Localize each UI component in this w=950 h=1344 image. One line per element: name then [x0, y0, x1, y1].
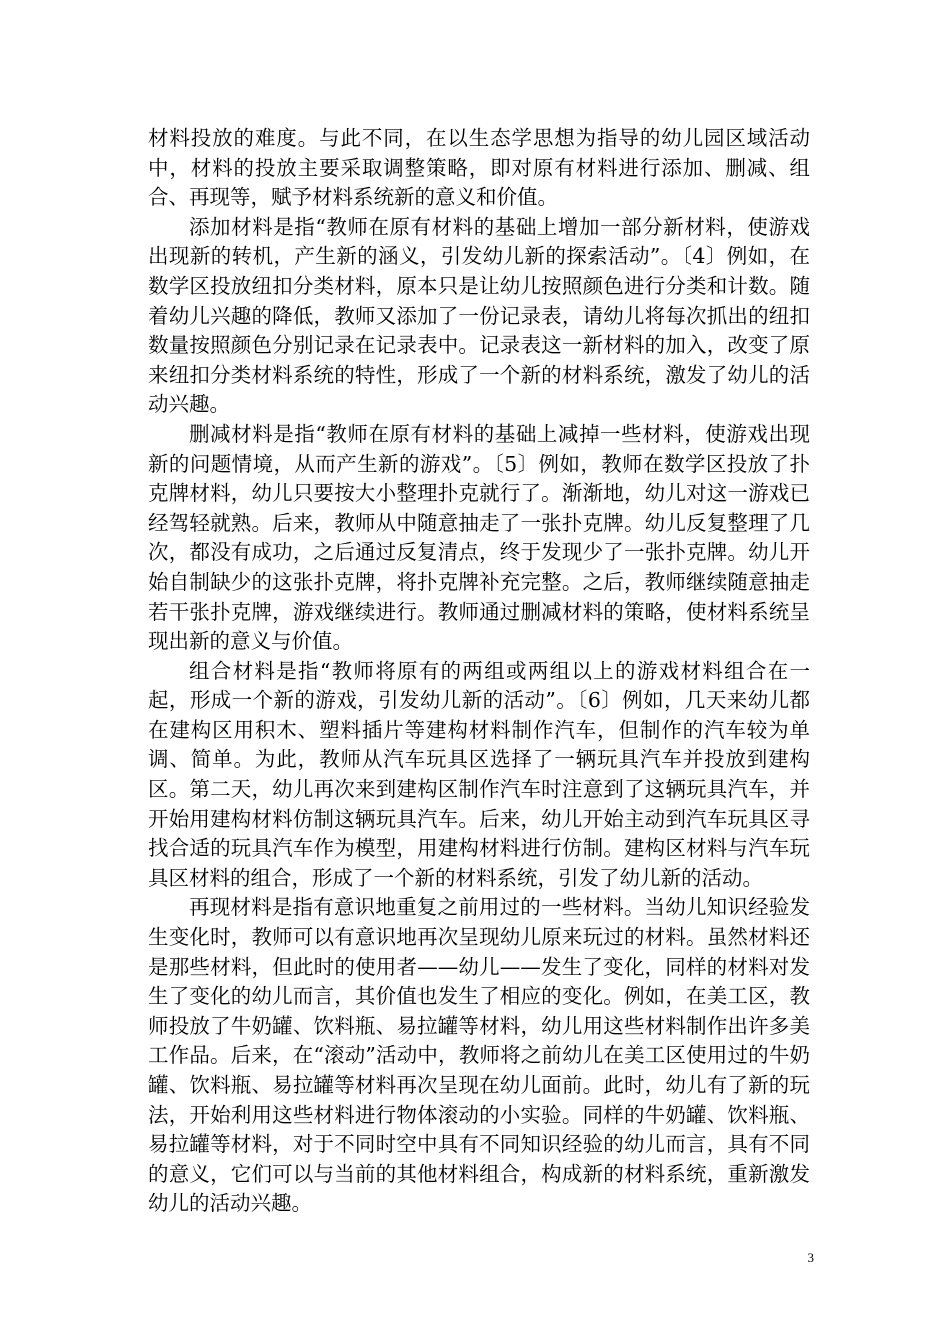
- document-body: [148, 124, 810, 1219]
- paragraph-reusing-materials: 再现材料是指有意识地重复之前用过的一些材料。当幼儿知识经验发生变化时，教师可以有意识地再次呈现幼儿原来玩过的材料。虽然材料还是那些材料，但此时的使用者——幼儿——发生了变化，同样的材料对发生了变化的幼儿而言，其价值也发生了相应的变化。例如，在美工区，教师投放了牛奶罐、饮料瓶、易拉罐等材料，幼儿用这些材料制作出许多美工作品。后来，在“滚动”活动中，教师将之前幼儿在美工区使用过的牛奶罐、饮料瓶、易拉罐等材料再次呈现在幼儿面前。此时，幼儿有了新的玩法，开始利用这些材料进行物体滚动的小实验。同样的牛奶罐、饮料瓶、易拉罐等材料，对于不同时空中具有不同知识经验的幼儿而言，具有不同的意义，它们可以与当前的其他材料组合，构成新的材料系统，重新激发幼儿的活动兴趣。: [148, 895, 810, 1216]
- page-number: 3: [807, 1250, 814, 1265]
- paragraph-removing-materials: 删减材料是指“教师在原有材料的基础上减掉一些材料，使游戏出现新的问题情境，从而产生新的游戏”。〔5〕例如，教师在数学区投放了扑克牌材料，幼儿只要按大小整理扑克就行了。渐渐地，幼儿对这一游戏已经驾轻就熟。后来，教师从中随意抽走了一张扑克牌。幼儿反复整理了几次，都没有成功，之后通过反复清点，终于发现少了一张扑克牌。幼儿开始自制缺少的这张扑克牌，将扑克牌补充完整。之后，教师继续随意抽走若干张扑克牌，游戏继续进行。教师通过删减材料的策略，使材料系统呈现出新的意义与价值。: [148, 421, 810, 654]
- paragraph-adding-materials: 添加材料是指“教师在原有材料的基础上增加一部分新材料，使游戏出现新的转机，产生新的涵义，引发幼儿新的探索活动”。〔4〕例如，在数学区投放纽扣分类材料，原本只是让幼儿按照颜色进行分类和计数。随着幼儿兴趣的降低，教师又添加了一份记录表，请幼儿将每次抓出的纽扣数量按照颜色分别记录在记录表中。记录表这一新材料的加入，改变了原来纽扣分类材料系统的特性，形成了一个新的材料系统，激发了幼儿的活动兴趣。: [148, 214, 810, 417]
- paragraph-continuation: 材料投放的难度。与此不同，在以生态学思想为指导的幼儿园区域活动中，材料的投放主要采取调整策略，即对原有材料进行添加、删减、组合、再现等，赋予材料系统新的意义和价值。: [148, 126, 810, 210]
- paragraph-combining-materials: 组合材料是指“教师将原有的两组或两组以上的游戏材料组合在一起，形成一个新的游戏，引发幼儿新的活动”。〔6〕例如，几天来幼儿都在建构区用积木、塑料插片等建构材料制作汽车，但制作的汽车较为单调、简单。为此，教师从汽车玩具区选择了一辆玩具汽车并投放到建构区。第二天，幼儿再次来到建构区制作汽车时注意到了这辆玩具汽车，并开始用建构材料仿制这辆玩具汽车。后来，幼儿开始主动到汽车玩具区寻找合适的玩具汽车作为模型，用建构材料进行仿制。建构区材料与汽车玩具区材料的组合，形成了一个新的材料系统，引发了幼儿新的活动。: [148, 658, 810, 890]
